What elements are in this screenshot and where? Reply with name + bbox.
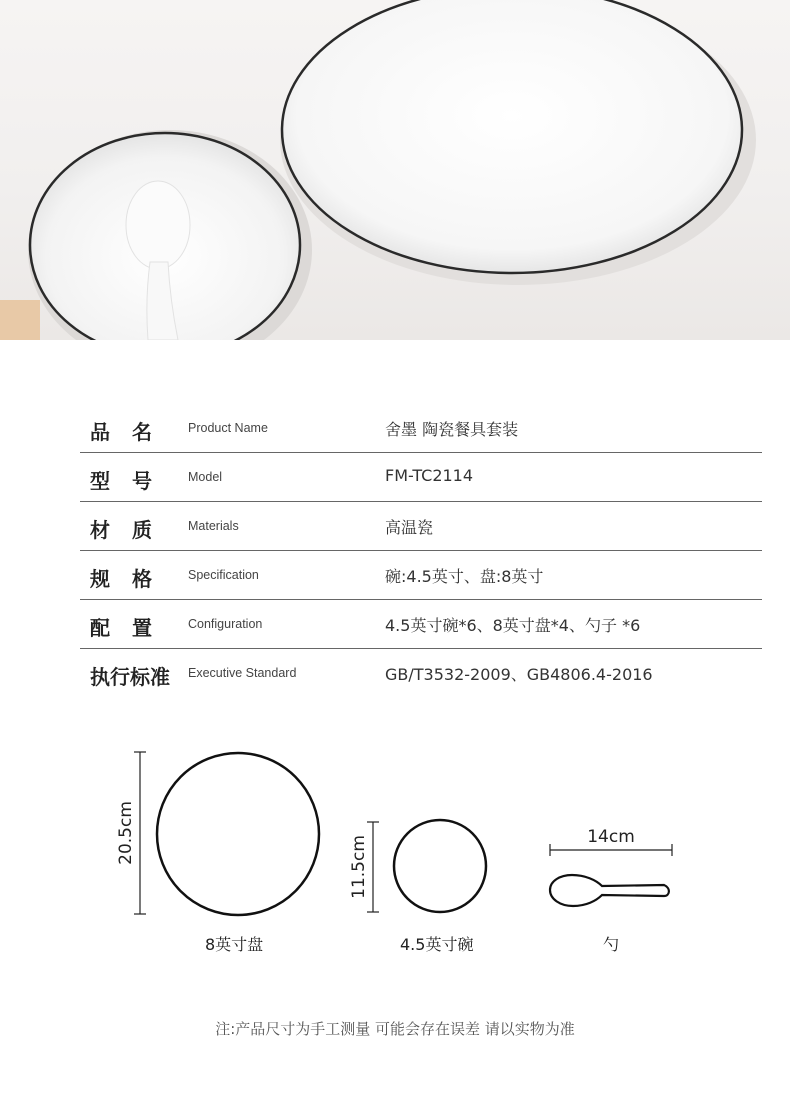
spec-value: 舍墨 陶瓷餐具套装 [385,420,519,439]
spoon-caption: 勺 [603,935,620,954]
spec-value: 高温瓷 [385,518,434,537]
spec-label-cn: 规格 [90,567,174,591]
spec-row-executive-standard [80,649,762,697]
plate-size-label: 20.5cm [116,801,136,865]
spec-row-materials [80,502,762,551]
spec-label-en: Configuration [188,617,263,631]
spec-row-specification [80,551,762,600]
spec-label-en: Materials [188,519,239,533]
plate-caption: 8英寸盘 [205,935,264,954]
spoon-outline [550,875,669,906]
dimension-diagram [0,730,790,970]
spec-label-en: Executive Standard [188,666,297,680]
bowl-size-label: 11.5cm [349,835,369,899]
spec-label-en: Product Name [188,421,268,435]
bowl-outline [394,820,486,912]
spec-label-cn: 品名 [90,420,174,444]
product-photo [0,0,790,340]
spec-label-cn: 执行标准 [90,665,170,689]
spec-value: GB/T3532-2009、GB4806.4-2016 [385,665,653,684]
spec-row-model [80,453,762,502]
spec-row-configuration [80,600,762,649]
spec-value: 碗:4.5英寸、盘:8英寸 [385,567,544,586]
spec-row-product-name [80,404,762,453]
tableware-illustration [0,0,790,340]
plate-outline [157,753,319,915]
measurement-note: 注:产品尺寸为手工测量 可能会存在误差 请以实物为准 [215,1020,575,1038]
spec-label-cn: 型号 [90,469,174,493]
spec-label-cn: 材质 [90,518,174,542]
spec-label-en: Specification [188,568,259,582]
spec-value: 4.5英寸碗*6、8英寸盘*4、勺子 *6 [385,616,641,635]
spoon-size-label: 14cm [587,827,635,847]
bowl-caption: 4.5英寸碗 [400,935,474,954]
spec-table [80,404,762,697]
spec-label-en: Model [188,470,223,484]
spec-label-cn: 配置 [90,616,174,640]
dimension-drawings [0,730,790,970]
spec-value: FM-TC2114 [385,466,474,485]
